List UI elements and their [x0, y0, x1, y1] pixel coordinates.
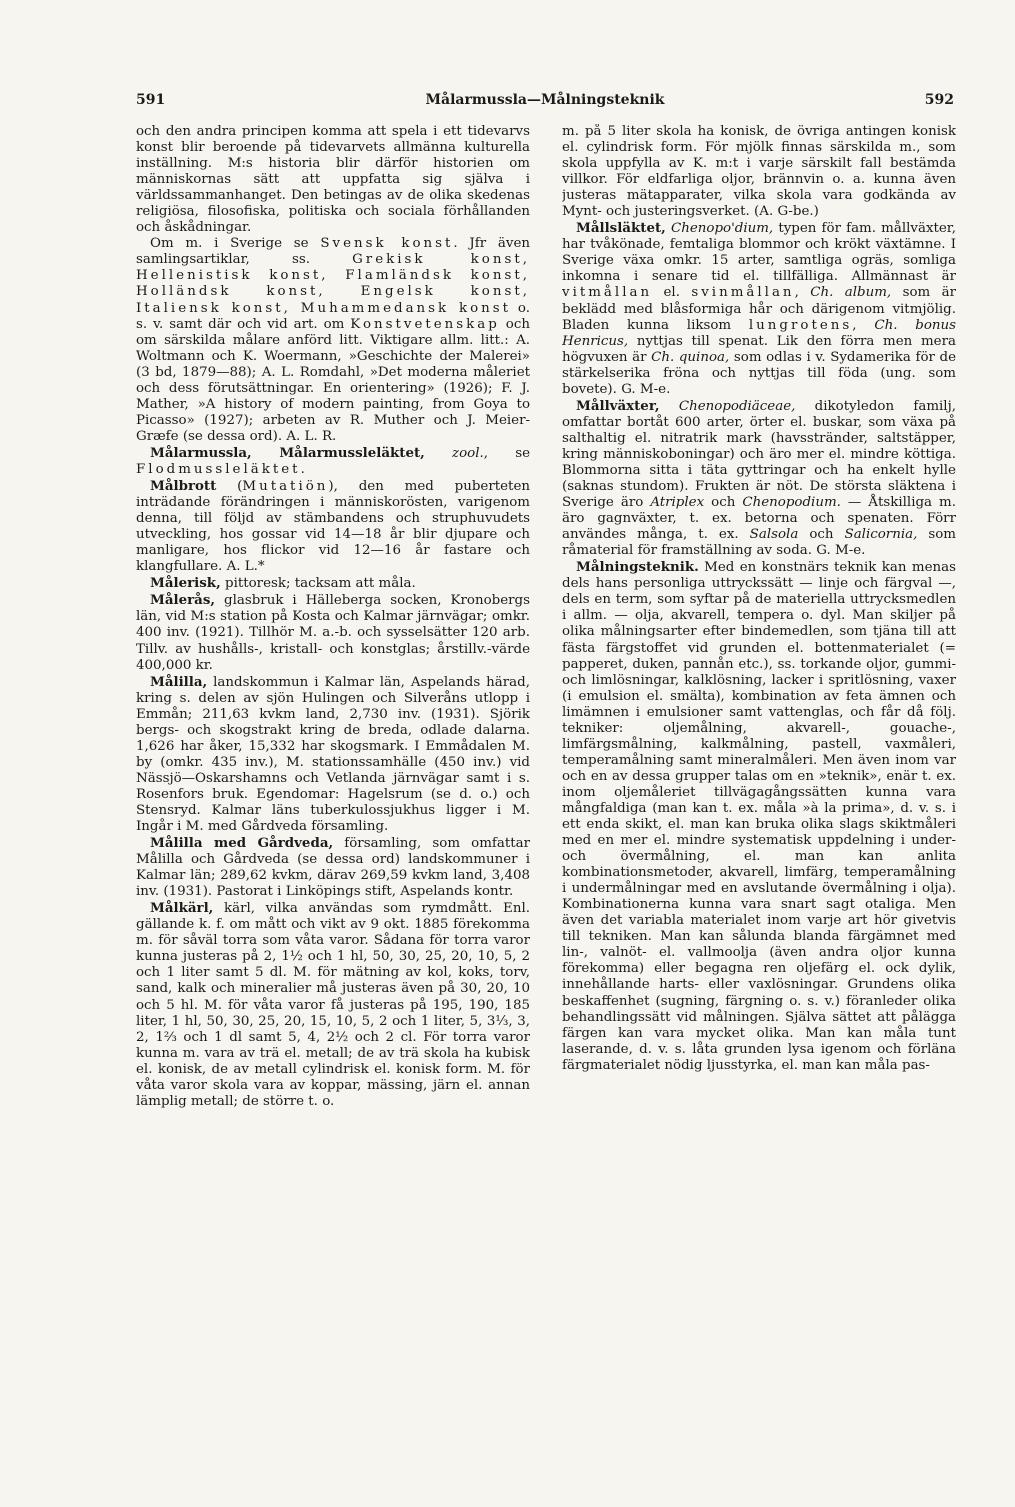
author-signature: (A. G-be.): [754, 204, 819, 220]
running-title: Målarmussla—Målningsteknik: [425, 92, 665, 108]
latin-name: Ch. album,: [810, 285, 892, 301]
cross-reference: Grekisk konst, Hellenistisk konst, Flamländsk konst, Holländsk konst, Engelsk konst, Italiensk konst, Muhammedansk konst: [136, 252, 530, 316]
entry-headword: Målbrott: [150, 478, 217, 495]
latin-name: Chenopodium.: [742, 495, 841, 511]
emphasized-term: lungrotens: [748, 317, 853, 333]
latin-name: Chenopodiäceae,: [659, 398, 796, 414]
latin-name: Salsola: [749, 527, 799, 543]
text: ,: [852, 317, 875, 333]
text: som odlas i v. Sydamerika för de stärkelserika fröna och nyttjas till föda (ung. som bovete).: [562, 349, 956, 397]
entry-headword: Målerisk,: [150, 575, 221, 592]
paragraph-references: [136, 236, 530, 445]
latin-name: Chenopo'dium,: [665, 221, 774, 237]
cross-reference: Svensk konst: [320, 236, 454, 252]
text: dikotyledon familj, omfattar bortåt 600 arter, örter el. buskar, som växa på salthaltig el. nitratrik mark (havsstränder, saltstäpper, kring människoboningar) och äro mer el. mindre köttiga. Blommorna sitta i täta gyttringar och ha enkelt hylle (saknas stundom). Frukten är nöt. De största släktena i Sverige äro: [562, 398, 956, 511]
entry-malkarl: [136, 900, 530, 1110]
entry-malerisk: [136, 575, 530, 592]
text: och: [798, 527, 845, 543]
latin-name: Atriplex: [650, 495, 705, 511]
page-number-left: 591: [136, 92, 166, 108]
text: pittoresk; tacksam att måla.: [220, 576, 416, 592]
text: — Åtskilliga m. äro gagnväxter, t. ex. betorna och spenaten. Förr användes många, t. ex.: [562, 495, 956, 543]
entry-malbrott: [136, 478, 530, 575]
text: ,: [794, 285, 811, 301]
left-column: [136, 124, 530, 1414]
entry-mallslaktet: [562, 220, 956, 398]
latin-name: Ch. bonus Henricus,: [562, 317, 956, 349]
paragraph-continuation: [136, 124, 530, 236]
author-signature: A. L.*: [226, 559, 265, 575]
paragraph-text: och den andra principen komma att spela i ett tidevarvs konst blir beroende på tidevarvets allmänna kulturella inställning. M:s historia blir därför historien om människornas sätt att uppfatta sig själva i världssammanhanget. Den betingas av de olika skedenas religiösa, filosofiska, politiska och sociala förhållanden och åskådningar.: [136, 124, 530, 236]
text: och om särskilda målare anförd litt. Viktigare allm. litt.: A. Woltmann och K. Woermann, »Geschichte der Malerei» (3 bd, 1879—88); A. L. Romdahl, »Det moderna måleriet och dess förutsättningar. En orientering» (1926); F. J. Mather, »A history of modern painting, from Goya to Picasso» (1927); arbeten av R. Muther och J. Meier-Græfe (se dessa ord).: [136, 316, 530, 444]
entry-headword: Målilla med Gårdveda,: [150, 835, 334, 852]
entry-headword: Målerås,: [150, 592, 216, 609]
text: m. på 5 liter skola ha konisk, de övriga antingen konisk el. cylindrisk form. För mjölk finnas särskilda m., som skola uppfylla av K. m:t i varje särskilt fall bestämda villkor. För eldfarliga oljor, brännvin o. a. kunna även justeras mätapparater, vilka skola vara godkända av Mynt- och justeringsverket.: [562, 124, 956, 220]
latin-name: Salicornia,: [844, 527, 918, 543]
cross-reference: Mutatiön: [242, 479, 329, 495]
text: som råmaterial för framställning av soda.: [562, 527, 956, 559]
entry-malilla: [136, 674, 530, 835]
entry-headword: Målilla,: [150, 673, 208, 690]
latin-name: Ch. quinoa,: [651, 349, 730, 365]
text: landskommun i Kalmar län, Aspelands härad, kring s. delen av sjön Hulingen och Silveråns utlopp i Emmån; 211,63 kvkm land, 2,730 inv. (1931). Sjörik bergs- och skogstrakt kring de breda, odlade dalarna. 1,626 har åker, 15,332 har skogsmark. I Emmådalen M. by (omkr. 435 inv.), M. stationssamhälle (450 inv.) vid Nässjö—Oskarshamns och Vetlanda järnvägar samt i s. Rosenfors bruk. Egendomar: Hagelsrum (se d. o.) och Stensryd. Kalmar läns tuberkulossjukhus ligger i M. Ingår i M. med Gårdveda församling.: [136, 674, 530, 835]
paragraph-continuation: [562, 124, 956, 220]
text: kärl, vilka användas som rymdmått. Enl. gällande k. f. om mått och vikt av 9 okt. 1885 förekomma m. för såväl torra som våta varor. Sådana för torra varor kunna justeras på 2, 1½ och 1 hl, 50, 30, 25, 20, 10, 5, 2 och 1 liter samt 5 dl. M. för mätning av kol, koks, torv, sand, kalk och mineralier må justeras även på 30, 20, 10 och 5 hl. M. för våta varor få justeras på 195, 190, 185 liter, 1 hl, 50, 30, 25, 20, 15, 10, 5, 2 och 1 liter, 5, 3⅓, 3, 2, 1⅔ och 1 dl samt 5, 4, 2½ och 2 cl. För torra varor kunna m. vara av trä el. metall; de av trä skola ha kubisk el. konisk, de av metall cylindrisk el. konisk form. M. för våta varor skola vara av koppar, mässing, järn el. annan lämplig metall; de större t. o.: [136, 901, 530, 1109]
text: o. s. v. samt där och vid art. om: [136, 300, 530, 332]
entry-headword: Mållväxter,: [576, 397, 660, 414]
cross-reference: Konstvetenskap: [350, 316, 500, 332]
text: (: [216, 479, 243, 495]
entry-maleras: [136, 592, 530, 673]
entry-malarmussla: [136, 445, 530, 478]
entry-headword: Målkärl,: [150, 900, 214, 917]
entry-malningsteknik: [562, 559, 956, 1074]
text: . Jfr även samlingsartiklar, ss.: [136, 236, 530, 268]
entry-mallvaxter: [562, 398, 956, 559]
entry-field: zool.: [424, 445, 484, 461]
text: glasbruk i Hälleberga socken, Kronobergs län, vid M:s station på Kosta och Kalmar järnvägar; omkr. 400 inv. (1921). Tillhör M. a.-b. och sysselsätter 120 arb. Tillv. av hushålls-, kristall- och konstglas; årstillv.-värde 400,000 kr.: [136, 593, 530, 673]
page-number-right: 592: [924, 92, 954, 108]
text: och: [704, 495, 743, 511]
cross-reference: Flodmussleläktet: [136, 461, 301, 477]
right-column: [562, 124, 956, 1414]
entry-malilla-med-gardveda: [136, 835, 530, 900]
entry-headword: Mållsläktet,: [576, 220, 666, 237]
emphasized-term: vitmållan: [562, 285, 653, 301]
text: ), den med puberteten inträdande förändringen i människorösten, varigenom denna, till följd av stämbandens och struphuvudets utveckling, hos gossar vid 14—18 år blir djupare och manligare, hos flickor vid 12—16 år fastare och klangfullare.: [136, 479, 530, 575]
running-header: [136, 92, 954, 114]
entry-headword: Målningsteknik.: [576, 559, 699, 576]
emphasized-term: svinmållan: [691, 285, 795, 301]
text: .: [300, 461, 305, 477]
text: nyttjas till spenat. Lik den förra men mera högvuxen är: [562, 333, 956, 365]
text: församling, som omfattar Målilla och Gårdveda (se dessa ord) landskommuner i Kalmar län; 289,62 kvkm, därav 269,59 kvkm land, 3,408 inv. (1931). Pastorat i Linköpings stift, Aspelands kontr.: [136, 836, 530, 900]
text: , se: [483, 445, 530, 461]
text: typen för fam. mållväxter, har tvåkönade, femtaliga blommor och krökt växtämne. I Sverige växa omkr. 15 arter, samtliga ogräs, somliga inkomna i senare tid el. tillfälliga. Allmännast är: [562, 221, 956, 285]
author-signature: A. L. R.: [286, 428, 337, 444]
text: el.: [652, 285, 692, 301]
author-signature: G. M-e.: [816, 543, 866, 559]
text: Med en konstnärs teknik kan menas dels hans personliga uttryckssätt — linje och färgval —, dels en term, som syftar på de materiella uttrycksmedlen i allm. — olja, akvarell, tempera o. dyl. Man skiljer på olika målningsarter efter bindemedlen, som tjäna till att fästa färgstoffet vid grunden el. bottenmaterialet (= papperet, duken, pannån etc.), ss. torkande oljor, gummi- och limlösningar, kalklösning, lacker i spritlösning, vaxer (i emulsion el. smälta), kombination av feta ämnen och limämnen i emulsioner samt vattenglas, och får då följ. tekniker: oljemålning, akvarell-, gouache-, limfärgsmålning, kalkmålning, pastell, vaxmåleri, temperamålning samt mineralmåleri. Men även inom var och en av dessa grupper talas om en »teknik», enär t. ex. inom oljemåleriet tillvägagångssätten kunna vara mångfaldiga (man kan t. ex. måla »à la prima», d. v. s. i ett enda skikt, el. man kan bruka olika slags skiktmåleri med en mer el. mindre systematisk uppdelning i under- och övermålning, el. man kan anlita kombinationsmetoder, akvarell, limfärg, temperamålning i undermålningar med en avslutande övermålning i olja). Kombinationerna kunna vara snart sagt otaliga. Men även det variabla materialet inom varje art hör givetvis till tekniken. Man kan sålunda blanda färgämnet med lin-, valnöt- el. vallmoolja (även andra oljor kunna förekomma) eller begagna ren oljefärg el. ock dylik, innehållande harts- eller vaxlösningar. Grundens olika beskaffenhet (sugning, färgning o. s. v.) föranleder olika behandlingssätt vid målningen. Själva sättet att pålägga färgen kan vara mycket olika. Man kan måla tunt laserande, d. v. s. låta grunden lysa igenom och förläna färgmaterialet nödig ljusstyrka, el. man kan måla pas-: [562, 560, 956, 1073]
entry-headword: Målarmussla, Målarmussleläktet,: [150, 444, 425, 461]
text: Om m. i Sverige se: [150, 236, 321, 252]
author-signature: G. M-e.: [621, 381, 671, 397]
text: som är beklädd med blåsformiga hår och därigenom vitmjölig. Bladen kunna liksom: [562, 285, 956, 333]
